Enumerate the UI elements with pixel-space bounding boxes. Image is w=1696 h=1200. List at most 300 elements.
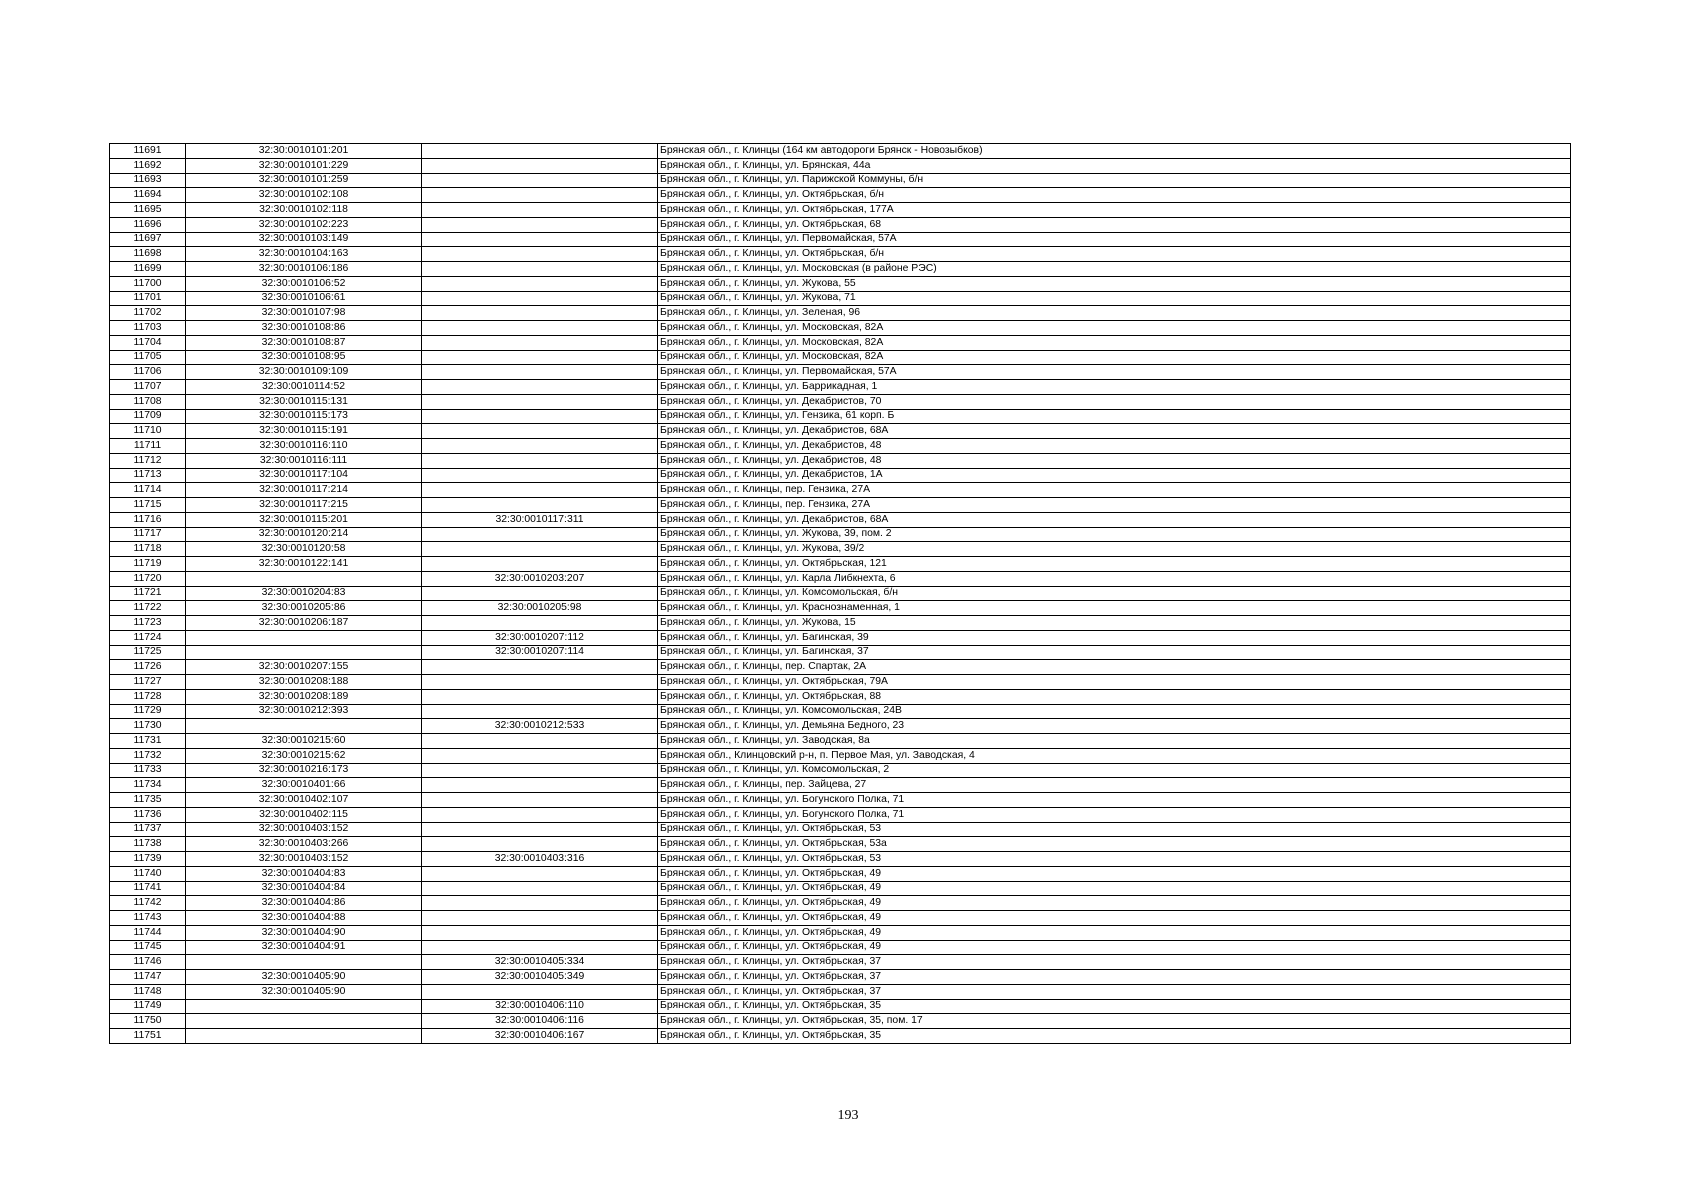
row-number-cell: 11747	[110, 970, 186, 985]
cadastral-number-cell: 32:30:0010101:229	[186, 158, 422, 173]
table-row	[110, 158, 1571, 173]
address-cell: Брянская обл., г. Клинцы, ул. Декабристов, 48	[658, 439, 1571, 454]
table-row	[110, 940, 1571, 955]
cadastral-number-cell: 32:30:0010117:215	[186, 498, 422, 513]
table-row	[110, 173, 1571, 188]
address-cell: Брянская обл., г. Клинцы, ул. Октябрьская, 49	[658, 881, 1571, 896]
registry-table	[109, 143, 1571, 1044]
row-number-cell: 11728	[110, 689, 186, 704]
cadastral-number-cell: 32:30:0010117:104	[186, 468, 422, 483]
row-number-cell: 11708	[110, 394, 186, 409]
address-cell: Брянская обл., г. Клинцы, пер. Зайцева, 27	[658, 778, 1571, 793]
cadastral-number-cell: 32:30:0010120:58	[186, 542, 422, 557]
row-number-cell: 11692	[110, 158, 186, 173]
cadastral-number-cell: 32:30:0010104:163	[186, 247, 422, 262]
row-number-cell: 11732	[110, 748, 186, 763]
row-number-cell: 11738	[110, 837, 186, 852]
row-number-cell: 11695	[110, 203, 186, 218]
cadastral-number-cell: 32:30:0010403:152	[186, 822, 422, 837]
secondary-cadastral-number-cell: 32:30:0010117:311	[422, 512, 658, 527]
cadastral-number-cell: 32:30:0010402:107	[186, 793, 422, 808]
table-row	[110, 306, 1571, 321]
cadastral-number-cell: 32:30:0010102:223	[186, 217, 422, 232]
table-row	[110, 896, 1571, 911]
cadastral-number-cell: 32:30:0010207:155	[186, 660, 422, 675]
row-number-cell: 11714	[110, 483, 186, 498]
cadastral-number-cell	[186, 955, 422, 970]
table-row	[110, 866, 1571, 881]
cadastral-number-cell: 32:30:0010215:62	[186, 748, 422, 763]
registry-table-body	[110, 144, 1571, 1044]
table-row	[110, 748, 1571, 763]
cadastral-number-cell	[186, 999, 422, 1014]
row-number-cell: 11703	[110, 321, 186, 336]
table-row	[110, 955, 1571, 970]
table-row	[110, 616, 1571, 631]
table-row	[110, 453, 1571, 468]
row-number-cell: 11705	[110, 350, 186, 365]
row-number-cell: 11750	[110, 1014, 186, 1029]
table-row	[110, 542, 1571, 557]
table-row	[110, 984, 1571, 999]
row-number-cell: 11693	[110, 173, 186, 188]
cadastral-number-cell: 32:30:0010401:66	[186, 778, 422, 793]
table-row	[110, 852, 1571, 867]
row-number-cell: 11720	[110, 571, 186, 586]
table-row	[110, 689, 1571, 704]
secondary-cadastral-number-cell	[422, 734, 658, 749]
cadastral-number-cell: 32:30:0010205:86	[186, 601, 422, 616]
table-row	[110, 645, 1571, 660]
secondary-cadastral-number-cell	[422, 468, 658, 483]
table-row	[110, 970, 1571, 985]
address-cell: Брянская обл., г. Клинцы, ул. Декабристов, 68А	[658, 424, 1571, 439]
table-row	[110, 586, 1571, 601]
table-row	[110, 763, 1571, 778]
cadastral-number-cell: 32:30:0010116:110	[186, 439, 422, 454]
address-cell: Брянская обл., г. Клинцы, ул. Октябрьская, 53	[658, 822, 1571, 837]
secondary-cadastral-number-cell	[422, 232, 658, 247]
table-row	[110, 232, 1571, 247]
cadastral-number-cell: 32:30:0010108:95	[186, 350, 422, 365]
address-cell: Брянская обл., г. Клинцы, ул. Комсомольская, б/н	[658, 586, 1571, 601]
secondary-cadastral-number-cell	[422, 203, 658, 218]
address-cell: Брянская обл., г. Клинцы, ул. Жукова, 39, пом. 2	[658, 527, 1571, 542]
cadastral-number-cell: 32:30:0010404:83	[186, 866, 422, 881]
secondary-cadastral-number-cell	[422, 173, 658, 188]
secondary-cadastral-number-cell	[422, 866, 658, 881]
secondary-cadastral-number-cell	[422, 807, 658, 822]
row-number-cell: 11709	[110, 409, 186, 424]
address-cell: Брянская обл., г. Клинцы, ул. Декабристов, 48	[658, 453, 1571, 468]
table-row	[110, 807, 1571, 822]
secondary-cadastral-number-cell: 32:30:0010205:98	[422, 601, 658, 616]
cadastral-number-cell: 32:30:0010404:86	[186, 896, 422, 911]
row-number-cell: 11740	[110, 866, 186, 881]
cadastral-number-cell: 32:30:0010108:87	[186, 335, 422, 350]
secondary-cadastral-number-cell	[422, 424, 658, 439]
address-cell: Брянская обл., г. Клинцы, ул. Карла Либкнехта, 6	[658, 571, 1571, 586]
cadastral-number-cell: 32:30:0010101:259	[186, 173, 422, 188]
secondary-cadastral-number-cell	[422, 380, 658, 395]
cadastral-number-cell	[186, 719, 422, 734]
address-cell: Брянская обл., г. Клинцы, ул. Октябрьская, 49	[658, 925, 1571, 940]
secondary-cadastral-number-cell: 32:30:0010403:316	[422, 852, 658, 867]
row-number-cell: 11730	[110, 719, 186, 734]
table-row	[110, 793, 1571, 808]
secondary-cadastral-number-cell	[422, 660, 658, 675]
secondary-cadastral-number-cell	[422, 704, 658, 719]
row-number-cell: 11735	[110, 793, 186, 808]
cadastral-number-cell: 32:30:0010108:86	[186, 321, 422, 336]
row-number-cell: 11702	[110, 306, 186, 321]
cadastral-number-cell: 32:30:0010402:115	[186, 807, 422, 822]
cadastral-number-cell: 32:30:0010212:393	[186, 704, 422, 719]
row-number-cell: 11711	[110, 439, 186, 454]
table-row	[110, 217, 1571, 232]
address-cell: Брянская обл., г. Клинцы, ул. Комсомольская, 24В	[658, 704, 1571, 719]
cadastral-number-cell: 32:30:0010115:173	[186, 409, 422, 424]
address-cell: Брянская обл., г. Клинцы, ул. Первомайская, 57А	[658, 365, 1571, 380]
address-cell: Брянская обл., г. Клинцы, ул. Октябрьская, 35	[658, 999, 1571, 1014]
row-number-cell: 11719	[110, 557, 186, 572]
row-number-cell: 11718	[110, 542, 186, 557]
cadastral-number-cell: 32:30:0010206:187	[186, 616, 422, 631]
secondary-cadastral-number-cell: 32:30:0010207:112	[422, 630, 658, 645]
table-row	[110, 394, 1571, 409]
row-number-cell: 11734	[110, 778, 186, 793]
page-number: 193	[837, 1108, 859, 1123]
secondary-cadastral-number-cell	[422, 984, 658, 999]
address-cell: Брянская обл., г. Клинцы, ул. Жукова, 71	[658, 291, 1571, 306]
table-row	[110, 571, 1571, 586]
address-cell: Брянская обл., г. Клинцы, ул. Октябрьская, 88	[658, 689, 1571, 704]
secondary-cadastral-number-cell: 32:30:0010207:114	[422, 645, 658, 660]
address-cell: Брянская обл., г. Клинцы, ул. Багинская, 37	[658, 645, 1571, 660]
cadastral-number-cell: 32:30:0010115:131	[186, 394, 422, 409]
address-cell: Брянская обл., г. Клинцы, ул. Московская, 82А	[658, 335, 1571, 350]
secondary-cadastral-number-cell	[422, 616, 658, 631]
row-number-cell: 11744	[110, 925, 186, 940]
cadastral-number-cell	[186, 645, 422, 660]
cadastral-number-cell: 32:30:0010103:149	[186, 232, 422, 247]
table-row	[110, 601, 1571, 616]
row-number-cell: 11697	[110, 232, 186, 247]
cadastral-number-cell: 32:30:0010106:61	[186, 291, 422, 306]
table-row	[110, 1029, 1571, 1044]
address-cell: Брянская обл., г. Клинцы, ул. Октябрьская, б/н	[658, 247, 1571, 262]
table-row	[110, 719, 1571, 734]
secondary-cadastral-number-cell	[422, 763, 658, 778]
table-row	[110, 837, 1571, 852]
secondary-cadastral-number-cell	[422, 247, 658, 262]
address-cell: Брянская обл., г. Клинцы (164 км автодороги Брянск - Новозыбков)	[658, 144, 1571, 159]
row-number-cell: 11698	[110, 247, 186, 262]
address-cell: Брянская обл., г. Клинцы, ул. Московская (в районе РЭС)	[658, 262, 1571, 277]
address-cell: Брянская обл., г. Клинцы, ул. Октябрьская, 68	[658, 217, 1571, 232]
table-row	[110, 822, 1571, 837]
address-cell: Брянская обл., г. Клинцы, ул. Жукова, 15	[658, 616, 1571, 631]
cadastral-number-cell: 32:30:0010107:98	[186, 306, 422, 321]
address-cell: Брянская обл., г. Клинцы, ул. Октябрьская, 49	[658, 866, 1571, 881]
address-cell: Брянская обл., г. Клинцы, ул. Октябрьская, 37	[658, 955, 1571, 970]
secondary-cadastral-number-cell	[422, 527, 658, 542]
row-number-cell: 11748	[110, 984, 186, 999]
secondary-cadastral-number-cell	[422, 276, 658, 291]
address-cell: Брянская обл., г. Клинцы, ул. Краснознаменная, 1	[658, 601, 1571, 616]
address-cell: Брянская обл., г. Клинцы, ул. Октябрьская, 121	[658, 557, 1571, 572]
table-row	[110, 380, 1571, 395]
cadastral-number-cell: 32:30:0010117:214	[186, 483, 422, 498]
secondary-cadastral-number-cell	[422, 335, 658, 350]
table-row	[110, 188, 1571, 203]
cadastral-number-cell	[186, 1029, 422, 1044]
secondary-cadastral-number-cell	[422, 483, 658, 498]
secondary-cadastral-number-cell	[422, 896, 658, 911]
table-row	[110, 262, 1571, 277]
address-cell: Брянская обл., г. Клинцы, ул. Жукова, 55	[658, 276, 1571, 291]
secondary-cadastral-number-cell	[422, 306, 658, 321]
secondary-cadastral-number-cell	[422, 217, 658, 232]
row-number-cell: 11727	[110, 675, 186, 690]
address-cell: Брянская обл., г. Клинцы, ул. Октябрьская, 37	[658, 970, 1571, 985]
address-cell: Брянская обл., г. Клинцы, ул. Богунского Полка, 71	[658, 807, 1571, 822]
row-number-cell: 11696	[110, 217, 186, 232]
cadastral-number-cell: 32:30:0010106:186	[186, 262, 422, 277]
cadastral-number-cell: 32:30:0010115:201	[186, 512, 422, 527]
table-row	[110, 704, 1571, 719]
table-row	[110, 439, 1571, 454]
address-cell: Брянская обл., г. Клинцы, ул. Октябрьская, 79А	[658, 675, 1571, 690]
table-row	[110, 365, 1571, 380]
row-number-cell: 11700	[110, 276, 186, 291]
cadastral-number-cell: 32:30:0010208:188	[186, 675, 422, 690]
table-row	[110, 335, 1571, 350]
secondary-cadastral-number-cell: 32:30:0010406:110	[422, 999, 658, 1014]
table-row	[110, 468, 1571, 483]
cadastral-number-cell: 32:30:0010215:60	[186, 734, 422, 749]
address-cell: Брянская обл., г. Клинцы, ул. Декабристов, 68А	[658, 512, 1571, 527]
table-row	[110, 630, 1571, 645]
cadastral-number-cell	[186, 571, 422, 586]
table-row	[110, 424, 1571, 439]
row-number-cell: 11733	[110, 763, 186, 778]
address-cell: Брянская обл., г. Клинцы, ул. Первомайская, 57А	[658, 232, 1571, 247]
address-cell: Брянская обл., г. Клинцы, ул. Жукова, 39/2	[658, 542, 1571, 557]
table-row	[110, 1014, 1571, 1029]
row-number-cell: 11713	[110, 468, 186, 483]
row-number-cell: 11699	[110, 262, 186, 277]
row-number-cell: 11716	[110, 512, 186, 527]
row-number-cell: 11725	[110, 645, 186, 660]
secondary-cadastral-number-cell	[422, 881, 658, 896]
table-row	[110, 483, 1571, 498]
row-number-cell: 11729	[110, 704, 186, 719]
secondary-cadastral-number-cell: 32:30:0010212:533	[422, 719, 658, 734]
secondary-cadastral-number-cell	[422, 394, 658, 409]
row-number-cell: 11746	[110, 955, 186, 970]
address-cell: Брянская обл., г. Клинцы, ул. Октябрьская, 35	[658, 1029, 1571, 1044]
cadastral-number-cell: 32:30:0010114:52	[186, 380, 422, 395]
secondary-cadastral-number-cell	[422, 837, 658, 852]
cadastral-number-cell: 32:30:0010102:118	[186, 203, 422, 218]
secondary-cadastral-number-cell	[422, 675, 658, 690]
table-row	[110, 660, 1571, 675]
row-number-cell: 11723	[110, 616, 186, 631]
row-number-cell: 11745	[110, 940, 186, 955]
address-cell: Брянская обл., г. Клинцы, ул. Октябрьская, 35, пом. 17	[658, 1014, 1571, 1029]
row-number-cell: 11731	[110, 734, 186, 749]
address-cell: Брянская обл., г. Клинцы, ул. Декабристов, 1А	[658, 468, 1571, 483]
secondary-cadastral-number-cell	[422, 542, 658, 557]
secondary-cadastral-number-cell	[422, 586, 658, 601]
cadastral-number-cell: 32:30:0010204:83	[186, 586, 422, 601]
address-cell: Брянская обл., г. Клинцы, ул. Баррикадная, 1	[658, 380, 1571, 395]
cadastral-number-cell: 32:30:0010404:91	[186, 940, 422, 955]
secondary-cadastral-number-cell: 32:30:0010405:334	[422, 955, 658, 970]
cadastral-number-cell: 32:30:0010120:214	[186, 527, 422, 542]
row-number-cell: 11707	[110, 380, 186, 395]
cadastral-number-cell: 32:30:0010208:189	[186, 689, 422, 704]
row-number-cell: 11694	[110, 188, 186, 203]
address-cell: Брянская обл., г. Клинцы, ул. Октябрьская, 177А	[658, 203, 1571, 218]
table-row	[110, 675, 1571, 690]
cadastral-number-cell: 32:30:0010404:84	[186, 881, 422, 896]
address-cell: Брянская обл., г. Клинцы, пер. Спартак, 2А	[658, 660, 1571, 675]
row-number-cell: 11704	[110, 335, 186, 350]
address-cell: Брянская обл., г. Клинцы, ул. Демьяна Бедного, 23	[658, 719, 1571, 734]
secondary-cadastral-number-cell	[422, 925, 658, 940]
secondary-cadastral-number-cell: 32:30:0010406:167	[422, 1029, 658, 1044]
table-row	[110, 276, 1571, 291]
table-row	[110, 881, 1571, 896]
row-number-cell: 11749	[110, 999, 186, 1014]
address-cell: Брянская обл., г. Клинцы, ул. Комсомольская, 2	[658, 763, 1571, 778]
row-number-cell: 11715	[110, 498, 186, 513]
table-row	[110, 557, 1571, 572]
address-cell: Брянская обл., г. Клинцы, ул. Октябрьская, 37	[658, 984, 1571, 999]
table-row	[110, 512, 1571, 527]
row-number-cell: 11741	[110, 881, 186, 896]
cadastral-number-cell	[186, 630, 422, 645]
secondary-cadastral-number-cell	[422, 778, 658, 793]
cadastral-number-cell: 32:30:0010106:52	[186, 276, 422, 291]
secondary-cadastral-number-cell	[422, 188, 658, 203]
table-row	[110, 999, 1571, 1014]
table-row	[110, 734, 1571, 749]
cadastral-number-cell: 32:30:0010405:90	[186, 984, 422, 999]
table-row	[110, 203, 1571, 218]
cadastral-number-cell: 32:30:0010101:201	[186, 144, 422, 159]
table-row	[110, 321, 1571, 336]
row-number-cell: 11712	[110, 453, 186, 468]
row-number-cell: 11742	[110, 896, 186, 911]
cadastral-number-cell: 32:30:0010216:173	[186, 763, 422, 778]
address-cell: Брянская обл., Клинцовский р-н, п. Первое Мая, ул. Заводская, 4	[658, 748, 1571, 763]
table-row	[110, 409, 1571, 424]
table-row	[110, 291, 1571, 306]
secondary-cadastral-number-cell	[422, 158, 658, 173]
row-number-cell: 11737	[110, 822, 186, 837]
secondary-cadastral-number-cell: 32:30:0010406:116	[422, 1014, 658, 1029]
row-number-cell: 11701	[110, 291, 186, 306]
address-cell: Брянская обл., г. Клинцы, ул. Московская, 82А	[658, 350, 1571, 365]
table-row	[110, 778, 1571, 793]
row-number-cell: 11751	[110, 1029, 186, 1044]
secondary-cadastral-number-cell	[422, 262, 658, 277]
address-cell: Брянская обл., г. Клинцы, ул. Заводская, 8а	[658, 734, 1571, 749]
row-number-cell: 11722	[110, 601, 186, 616]
table-row	[110, 911, 1571, 926]
cadastral-number-cell: 32:30:0010403:152	[186, 852, 422, 867]
table-row	[110, 498, 1571, 513]
row-number-cell: 11691	[110, 144, 186, 159]
table-row	[110, 144, 1571, 159]
cadastral-number-cell: 32:30:0010405:90	[186, 970, 422, 985]
cadastral-number-cell: 32:30:0010102:108	[186, 188, 422, 203]
cadastral-number-cell: 32:30:0010122:141	[186, 557, 422, 572]
row-number-cell: 11739	[110, 852, 186, 867]
secondary-cadastral-number-cell: 32:30:0010405:349	[422, 970, 658, 985]
cadastral-number-cell: 32:30:0010115:191	[186, 424, 422, 439]
table-row	[110, 527, 1571, 542]
secondary-cadastral-number-cell	[422, 453, 658, 468]
address-cell: Брянская обл., г. Клинцы, пер. Гензика, 27А	[658, 498, 1571, 513]
address-cell: Брянская обл., г. Клинцы, ул. Октябрьская, 49	[658, 940, 1571, 955]
address-cell: Брянская обл., г. Клинцы, ул. Багинская, 39	[658, 630, 1571, 645]
table-row	[110, 247, 1571, 262]
secondary-cadastral-number-cell	[422, 439, 658, 454]
secondary-cadastral-number-cell	[422, 291, 658, 306]
address-cell: Брянская обл., г. Клинцы, ул. Богунского Полка, 71	[658, 793, 1571, 808]
address-cell: Брянская обл., г. Клинцы, ул. Октябрьская, 49	[658, 911, 1571, 926]
secondary-cadastral-number-cell	[422, 940, 658, 955]
cadastral-number-cell: 32:30:0010403:266	[186, 837, 422, 852]
address-cell: Брянская обл., г. Клинцы, ул. Московская, 82А	[658, 321, 1571, 336]
row-number-cell: 11726	[110, 660, 186, 675]
row-number-cell: 11717	[110, 527, 186, 542]
cadastral-number-cell: 32:30:0010404:88	[186, 911, 422, 926]
address-cell: Брянская обл., г. Клинцы, ул. Брянская, 44а	[658, 158, 1571, 173]
row-number-cell: 11743	[110, 911, 186, 926]
secondary-cadastral-number-cell	[422, 365, 658, 380]
address-cell: Брянская обл., г. Клинцы, ул. Октябрьская, 49	[658, 896, 1571, 911]
secondary-cadastral-number-cell	[422, 911, 658, 926]
secondary-cadastral-number-cell	[422, 350, 658, 365]
row-number-cell: 11721	[110, 586, 186, 601]
secondary-cadastral-number-cell	[422, 409, 658, 424]
row-number-cell: 11706	[110, 365, 186, 380]
address-cell: Брянская обл., г. Клинцы, ул. Гензика, 61 корп. Б	[658, 409, 1571, 424]
address-cell: Брянская обл., г. Клинцы, ул. Октябрьская, 53а	[658, 837, 1571, 852]
address-cell: Брянская обл., г. Клинцы, ул. Октябрьская, 53	[658, 852, 1571, 867]
address-cell: Брянская обл., г. Клинцы, ул. Парижской Коммуны, б/н	[658, 173, 1571, 188]
address-cell: Брянская обл., г. Клинцы, ул. Декабристов, 70	[658, 394, 1571, 409]
cadastral-number-cell: 32:30:0010109:109	[186, 365, 422, 380]
secondary-cadastral-number-cell	[422, 321, 658, 336]
secondary-cadastral-number-cell: 32:30:0010203:207	[422, 571, 658, 586]
table-row	[110, 350, 1571, 365]
address-cell: Брянская обл., г. Клинцы, ул. Зеленая, 96	[658, 306, 1571, 321]
cadastral-number-cell: 32:30:0010116:111	[186, 453, 422, 468]
cadastral-number-cell: 32:30:0010404:90	[186, 925, 422, 940]
row-number-cell: 11724	[110, 630, 186, 645]
address-cell: Брянская обл., г. Клинцы, пер. Гензика, 27А	[658, 483, 1571, 498]
secondary-cadastral-number-cell	[422, 822, 658, 837]
cadastral-number-cell	[186, 1014, 422, 1029]
table-row	[110, 925, 1571, 940]
row-number-cell: 11710	[110, 424, 186, 439]
